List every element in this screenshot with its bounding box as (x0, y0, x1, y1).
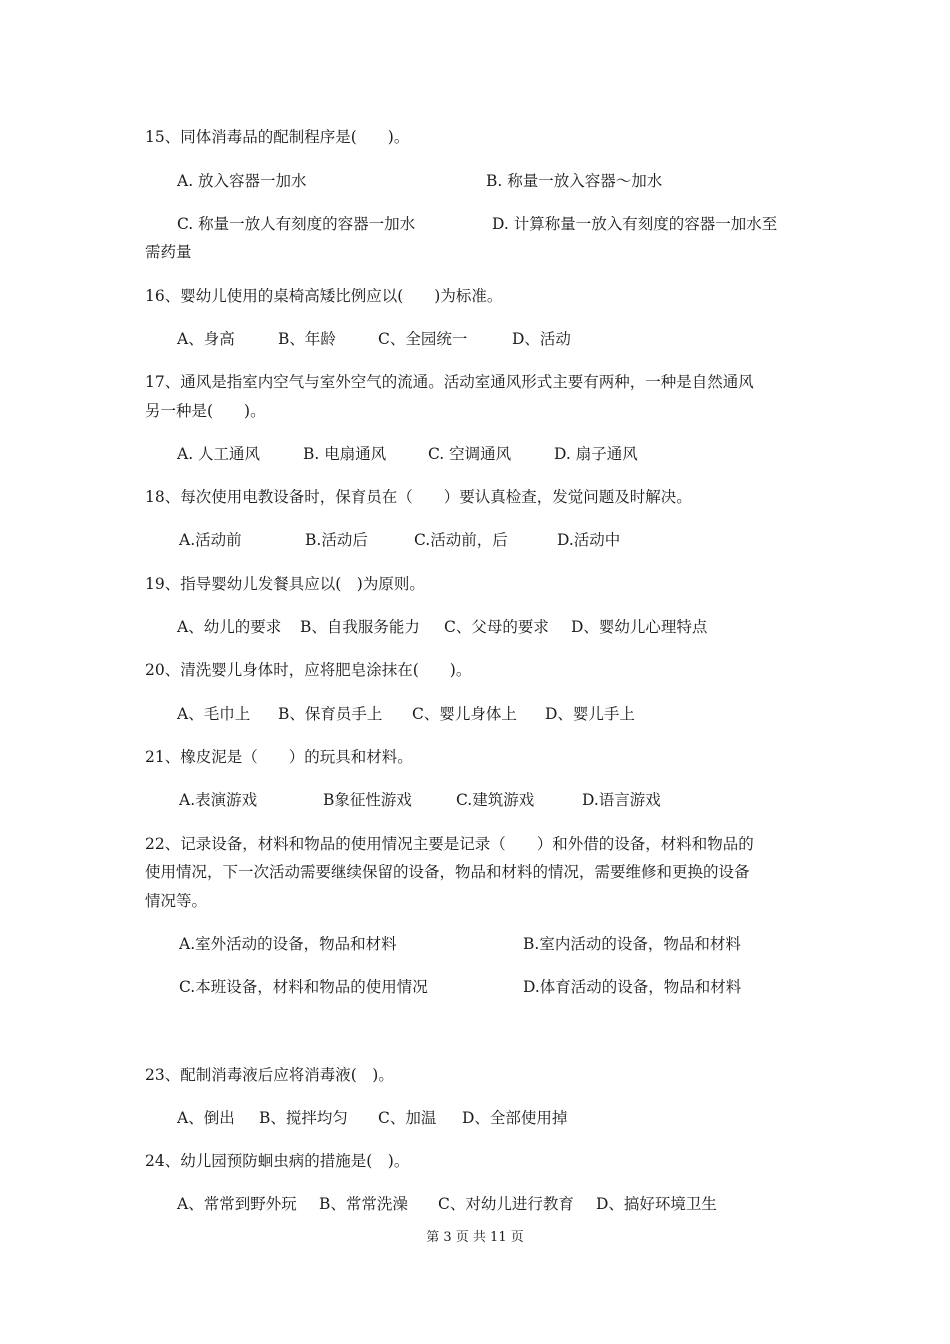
question-22-stem-line-3: 情况等。 (145, 892, 208, 910)
question-22-stem-line-2: 使用情况，下一次活动需要继续保留的设备，物品和材料的情况，需要维修和更换的设备 (145, 863, 750, 881)
question-16-option-b: B、年龄 (278, 330, 336, 348)
question-18-option-a: A.活动前 (179, 531, 242, 549)
question-20-option-a: A、毛巾上 (177, 705, 251, 723)
question-21-option-b: B象征性游戏 (323, 791, 412, 809)
question-20-stem: 20、清洗婴儿身体时，应将肥皂涂抹在( )。 (145, 661, 472, 679)
question-19-option-a: A、幼儿的要求 (177, 618, 282, 636)
question-15-option-b: B. 称量一放入容器～加水 (486, 172, 663, 190)
question-23-option-d: D、全部使用掉 (462, 1109, 568, 1127)
question-19-option-c: C、父母的要求 (444, 618, 549, 636)
question-22-option-b: B.室内活动的设备，物品和材料 (523, 935, 741, 953)
question-17-option-b: B. 电扇通风 (303, 445, 387, 463)
question-22-stem-line-1: 22、记录设备，材料和物品的使用情况主要是记录（ ）和外借的设备，材料和物品的 (145, 835, 754, 853)
question-16-option-d: D、活动 (512, 330, 571, 348)
question-24-option-c: C、对幼儿进行教育 (438, 1195, 574, 1213)
question-23-option-b: B、搅拌均匀 (259, 1109, 348, 1127)
question-20-option-d: D、婴儿手上 (545, 705, 635, 723)
question-20-option-b: B、保育员手上 (278, 705, 383, 723)
question-24-option-b: B、常常洗澡 (319, 1195, 408, 1213)
question-22-option-a: A.室外活动的设备，物品和材料 (179, 935, 397, 953)
question-15-option-d-continuation: 需药量 (145, 243, 192, 261)
question-19-option-d: D、婴幼儿心理特点 (571, 618, 708, 636)
question-18-option-b: B.活动后 (305, 531, 368, 549)
question-16-option-c: C、全园统一 (378, 330, 468, 348)
question-15-stem: 15、同体消毒品的配制程序是( )。 (145, 128, 410, 146)
question-17-option-a: A. 人工通风 (177, 445, 261, 463)
question-23-option-c: C、加温 (378, 1109, 437, 1127)
question-19-option-b: B、自我服务能力 (300, 618, 420, 636)
page-footer: 第 3 页 共 11 页 (426, 1230, 524, 1245)
question-17-stem-line-1: 17、通风是指室内空气与室外空气的流通。活动室通风形式主要有两种，一种是自然通风 (145, 373, 754, 391)
question-21-option-d: D.语言游戏 (582, 791, 661, 809)
question-17-stem-line-2: 另一种是( )。 (145, 402, 266, 420)
question-17-option-d: D. 扇子通风 (554, 445, 638, 463)
question-18-option-c: C.活动前，后 (414, 531, 508, 549)
question-19-stem: 19、指导婴幼儿发餐具应以( )为原则。 (145, 575, 425, 593)
question-20-option-c: C、婴儿身体上 (412, 705, 517, 723)
question-21-option-c: C.建筑游戏 (456, 791, 535, 809)
question-15-option-d: D. 计算称量一放入有刻度的容器一加水至 (492, 215, 778, 233)
question-24-option-a: A、常常到野外玩 (177, 1195, 297, 1213)
question-22-option-d: D.体育活动的设备，物品和材料 (523, 978, 742, 996)
question-21-option-a: A.表演游戏 (179, 791, 258, 809)
question-18-option-d: D.活动中 (557, 531, 621, 549)
question-21-stem: 21、橡皮泥是（ ）的玩具和材料。 (145, 748, 413, 766)
question-24-stem: 24、幼儿园预防蛔虫病的措施是( )。 (145, 1152, 410, 1170)
question-23-stem: 23、配制消毒液后应将消毒液( )。 (145, 1066, 394, 1084)
question-16-option-a: A、身高 (177, 330, 235, 348)
question-22-option-c: C.本班设备，材料和物品的使用情况 (179, 978, 428, 996)
question-15-option-c: C. 称量一放人有刻度的容器一加水 (177, 215, 416, 233)
question-24-option-d: D、搞好环境卫生 (596, 1195, 717, 1213)
question-16-stem: 16、婴幼儿使用的桌椅高矮比例应以( )为标准。 (145, 287, 503, 305)
question-18-stem: 18、每次使用电教设备时，保育员在（ ）要认真检查，发觉问题及时解决。 (145, 488, 692, 506)
question-17-option-c: C. 空调通风 (428, 445, 512, 463)
question-15-option-a: A. 放入容器一加水 (177, 172, 307, 190)
question-23-option-a: A、倒出 (177, 1109, 235, 1127)
